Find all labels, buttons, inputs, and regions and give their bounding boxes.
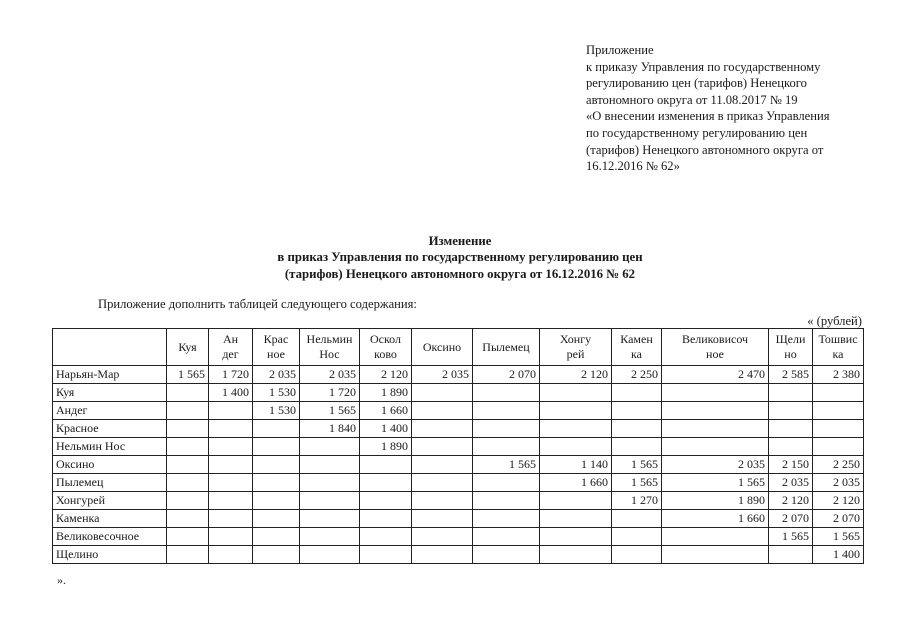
tariff-cell: [360, 546, 412, 564]
tariff-cell: [769, 402, 813, 420]
tariff-cell: [473, 384, 540, 402]
appendix-line: автономного округа от 11.08.2017 № 19: [586, 92, 798, 107]
tariff-cell: [209, 402, 253, 420]
tariff-cell: [253, 528, 300, 546]
table-row: [53, 438, 864, 456]
tariff-cell: 2 470: [662, 366, 769, 384]
row-label-cell: Андег: [53, 402, 167, 420]
title-line: в приказ Управления по государственному регулированию цен: [277, 250, 643, 265]
tariff-cell: [612, 402, 662, 420]
closing-quote: ».: [57, 573, 66, 587]
table-row: [53, 402, 864, 420]
tariff-cell: 2 250: [813, 456, 864, 474]
tariff-cell: [209, 474, 253, 492]
tariff-cell: [300, 474, 360, 492]
tariff-cell: [473, 510, 540, 528]
tariff-cell: [253, 474, 300, 492]
tariff-cell: [769, 438, 813, 456]
tariff-cell: [253, 546, 300, 564]
column-header: Крас ное: [253, 329, 300, 366]
tariff-cell: [360, 456, 412, 474]
column-header: Пылемец: [473, 329, 540, 366]
tariff-cell: [300, 438, 360, 456]
tariff-cell: [662, 420, 769, 438]
tariff-cell: 1 565: [769, 528, 813, 546]
tariff-cell: [473, 420, 540, 438]
tariff-cell: [662, 438, 769, 456]
table-row: [53, 366, 864, 384]
tariff-cell: [473, 402, 540, 420]
tariff-table: [52, 328, 864, 564]
tariff-cell: 1 660: [662, 510, 769, 528]
tariff-cell: [412, 492, 473, 510]
tariff-cell: [167, 456, 209, 474]
tariff-cell: [412, 528, 473, 546]
tariff-cell: 2 120: [360, 366, 412, 384]
tariff-cell: [813, 438, 864, 456]
tariff-cell: 1 400: [360, 420, 412, 438]
tariff-cell: [813, 420, 864, 438]
title-line: (тарифов) Ненецкого автономного округа от 16.12.2016 № 62: [284, 266, 636, 281]
tariff-cell: 2 035: [253, 366, 300, 384]
tariff-cell: [473, 492, 540, 510]
row-label-cell: Оксино: [53, 456, 167, 474]
tariff-cell: [612, 384, 662, 402]
appendix-line: по государственному регулированию цен: [586, 125, 808, 140]
tariff-cell: 2 035: [412, 366, 473, 384]
appendix-line: к приказу Управления по государственному: [586, 59, 821, 74]
intro-text: Приложение дополнить таблицей следующего содержания:: [98, 297, 417, 311]
tariff-cell: [612, 546, 662, 564]
tariff-cell: [412, 420, 473, 438]
table-row: [53, 420, 864, 438]
tariff-cell: 2 070: [813, 510, 864, 528]
tariff-cell: [612, 420, 662, 438]
tariff-cell: 1 400: [813, 546, 864, 564]
tariff-cell: [769, 384, 813, 402]
document-title: [150, 233, 770, 282]
tariff-cell: 1 530: [253, 402, 300, 420]
tariff-cell: [813, 402, 864, 420]
tariff-cell: 1 270: [612, 492, 662, 510]
tariff-cell: 2 070: [473, 366, 540, 384]
tariff-cell: [360, 492, 412, 510]
tariff-cell: [253, 438, 300, 456]
tariff-cell: [167, 492, 209, 510]
tariff-cell: 2 380: [813, 366, 864, 384]
tariff-cell: 2 035: [300, 366, 360, 384]
tariff-cell: [167, 402, 209, 420]
tariff-cell: [209, 492, 253, 510]
appendix-line: 16.12.2016 № 62»: [586, 159, 680, 174]
tariff-cell: [540, 510, 612, 528]
tariff-cell: [540, 384, 612, 402]
tariff-cell: 2 120: [540, 366, 612, 384]
tariff-cell: [473, 546, 540, 564]
column-header: Щели но: [769, 329, 813, 366]
column-header: Великовисоч ное: [662, 329, 769, 366]
appendix-line: Приложение: [586, 43, 654, 57]
column-header: Куя: [167, 329, 209, 366]
tariff-cell: [540, 546, 612, 564]
tariff-cell: [167, 438, 209, 456]
tariff-cell: 1 565: [662, 474, 769, 492]
tariff-cell: [540, 420, 612, 438]
tariff-cell: 2 120: [813, 492, 864, 510]
row-label-cell: Пылемец: [53, 474, 167, 492]
tariff-cell: [209, 510, 253, 528]
tariff-cell: [360, 528, 412, 546]
tariff-cell: [209, 456, 253, 474]
tariff-cell: 2 070: [769, 510, 813, 528]
tariff-cell: 2 035: [813, 474, 864, 492]
appendix-line: (тарифов) Ненецкого автономного округа от: [586, 142, 824, 157]
table-row: [53, 456, 864, 474]
table-row: [53, 528, 864, 546]
tariff-cell: [209, 546, 253, 564]
tariff-cell: [253, 510, 300, 528]
corner-header-cell: [53, 329, 167, 366]
tariff-cell: [612, 528, 662, 546]
table-body: [53, 366, 864, 564]
column-header: Оскол ково: [360, 329, 412, 366]
tariff-cell: 1 890: [360, 384, 412, 402]
tariff-cell: [167, 474, 209, 492]
tariff-cell: 2 150: [769, 456, 813, 474]
tariff-cell: 2 250: [612, 366, 662, 384]
tariff-cell: [253, 492, 300, 510]
tariff-cell: 1 720: [300, 384, 360, 402]
column-header: Тошвис ка: [813, 329, 864, 366]
tariff-cell: [412, 384, 473, 402]
tariff-cell: [540, 528, 612, 546]
tariff-cell: [360, 510, 412, 528]
title-heading: Изменение: [428, 234, 492, 248]
tariff-cell: 1 400: [209, 384, 253, 402]
tariff-cell: [360, 474, 412, 492]
tariff-cell: [167, 384, 209, 402]
column-header: Хонгу рей: [540, 329, 612, 366]
tariff-cell: [300, 456, 360, 474]
tariff-cell: [412, 402, 473, 420]
column-header: Оксино: [412, 329, 473, 366]
tariff-cell: 1 660: [360, 402, 412, 420]
tariff-cell: 1 565: [612, 474, 662, 492]
tariff-cell: 1 660: [540, 474, 612, 492]
tariff-cell: [662, 528, 769, 546]
tariff-cell: 2 120: [769, 492, 813, 510]
tariff-cell: [300, 510, 360, 528]
row-label-cell: Куя: [53, 384, 167, 402]
appendix-block: [586, 42, 886, 175]
tariff-cell: [813, 384, 864, 402]
tariff-cell: 1 890: [360, 438, 412, 456]
tariff-cell: [662, 402, 769, 420]
column-header: Ан дег: [209, 329, 253, 366]
tariff-cell: [473, 528, 540, 546]
table-row: [53, 474, 864, 492]
tariff-cell: [540, 438, 612, 456]
appendix-line: «О внесении изменения в приказ Управления: [586, 109, 830, 124]
tariff-cell: [412, 546, 473, 564]
tariff-cell: [209, 438, 253, 456]
tariff-cell: [412, 474, 473, 492]
tariff-cell: [662, 546, 769, 564]
row-label-cell: Нельмин Нос: [53, 438, 167, 456]
column-header: Камен ка: [612, 329, 662, 366]
tariff-cell: 1 565: [612, 456, 662, 474]
tariff-cell: [167, 546, 209, 564]
tariff-cell: 2 585: [769, 366, 813, 384]
tariff-cell: 1 565: [300, 402, 360, 420]
row-label-cell: Каменка: [53, 510, 167, 528]
tariff-cell: [412, 438, 473, 456]
tariff-cell: 1 720: [209, 366, 253, 384]
tariff-cell: [167, 420, 209, 438]
tariff-cell: 1 565: [813, 528, 864, 546]
tariff-cell: 1 890: [662, 492, 769, 510]
unit-label: « (рублей): [807, 314, 862, 328]
row-label-cell: Великовесочное: [53, 528, 167, 546]
tariff-cell: 1 840: [300, 420, 360, 438]
row-label-cell: Нарьян-Мар: [53, 366, 167, 384]
tariff-cell: [253, 420, 300, 438]
tariff-cell: [167, 528, 209, 546]
table-row: [53, 384, 864, 402]
tariff-cell: [612, 510, 662, 528]
row-label-cell: Красное: [53, 420, 167, 438]
table-row: [53, 510, 864, 528]
tariff-cell: [167, 510, 209, 528]
appendix-line: регулированию цен (тарифов) Ненецкого: [586, 76, 807, 91]
tariff-cell: [209, 528, 253, 546]
tariff-cell: [253, 456, 300, 474]
tariff-cell: [612, 438, 662, 456]
tariff-cell: [662, 384, 769, 402]
tariff-cell: [412, 510, 473, 528]
table-header-row: [53, 329, 864, 366]
tariff-cell: [209, 420, 253, 438]
table-row: [53, 492, 864, 510]
tariff-cell: [540, 402, 612, 420]
tariff-cell: 1 565: [167, 366, 209, 384]
tariff-cell: [473, 474, 540, 492]
tariff-cell: 2 035: [769, 474, 813, 492]
tariff-cell: [769, 546, 813, 564]
row-label-cell: Хонгурей: [53, 492, 167, 510]
tariff-cell: 1 530: [253, 384, 300, 402]
tariff-cell: [300, 492, 360, 510]
tariff-cell: [300, 528, 360, 546]
tariff-cell: [540, 492, 612, 510]
tariff-cell: 2 035: [662, 456, 769, 474]
tariff-cell: [769, 420, 813, 438]
row-label-cell: Щелино: [53, 546, 167, 564]
tariff-cell: [473, 438, 540, 456]
tariff-cell: 1 140: [540, 456, 612, 474]
column-header: Нельмин Нос: [300, 329, 360, 366]
tariff-cell: [300, 546, 360, 564]
table-row: [53, 546, 864, 564]
tariff-cell: [412, 456, 473, 474]
tariff-cell: 1 565: [473, 456, 540, 474]
